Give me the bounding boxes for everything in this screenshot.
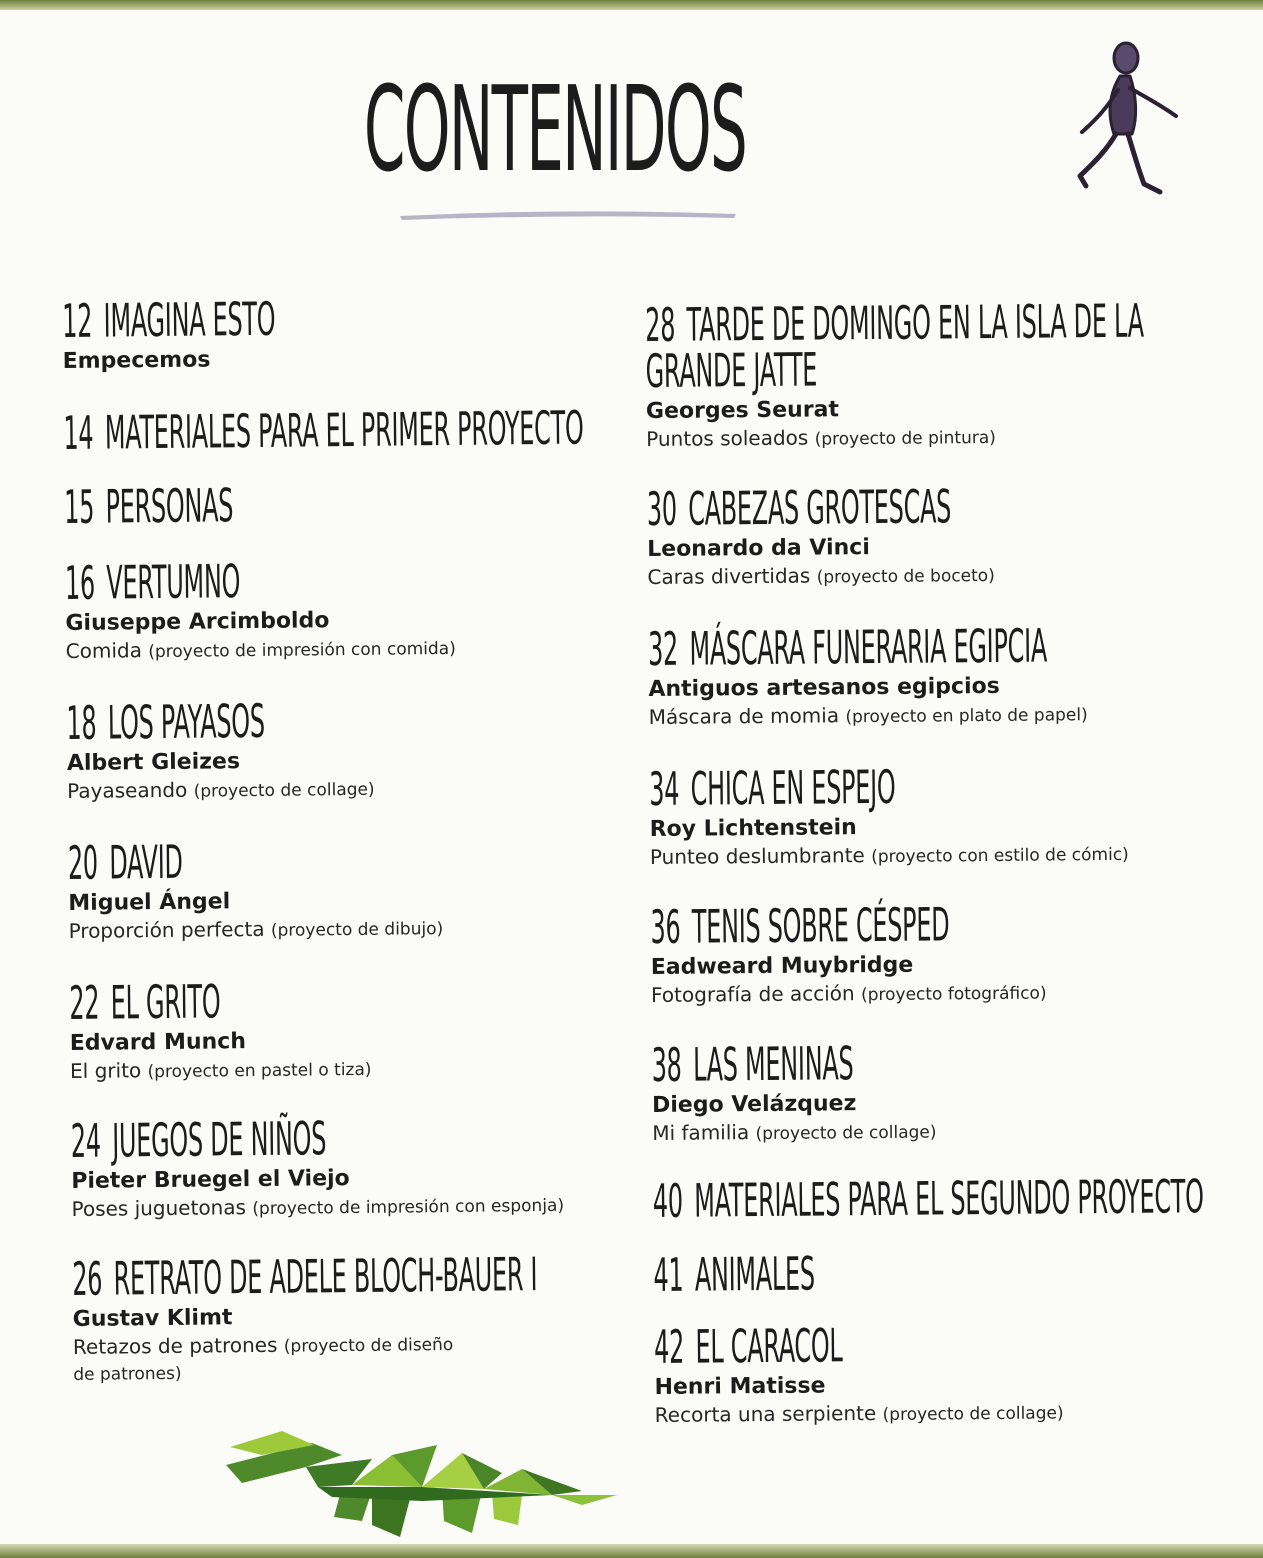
- entry-heading: 26 RETRATO DE ADELE BLOCH-BAUER I: [71, 1247, 538, 1306]
- title-underline: [398, 207, 738, 221]
- entry-heading: 32 MÁSCARA FUNERARIA EGIPCIA: [647, 618, 1048, 676]
- entry-artist: Miguel Ángel: [68, 889, 231, 916]
- toc-entry[interactable]: [648, 619, 1263, 732]
- toc-entry[interactable]: [66, 693, 448, 806]
- entry-artist: Georges Seurat: [645, 397, 840, 424]
- toc-entry[interactable]: [65, 556, 456, 666]
- toc-entry[interactable]: [649, 759, 1129, 872]
- entry-artist: Diego Velázquez: [651, 1091, 857, 1118]
- entry-project: Caras divertidas (proyecto de boceto): [647, 563, 995, 589]
- toc-entry[interactable]: [654, 1320, 1064, 1430]
- toc-entry[interactable]: [71, 1113, 565, 1224]
- page-title: CONTENIDOS: [363, 60, 747, 198]
- entry-project: El grito (proyecto en pastel o tiza): [69, 1058, 372, 1083]
- page-edge-top: [0, 0, 1263, 10]
- entry-heading: 16 VERTUMNO: [64, 554, 241, 610]
- crocodile-icon: [222, 1425, 622, 1545]
- entry-artist: Pieter Bruegel el Viejo: [71, 1166, 350, 1194]
- entry-heading: 24 JUEGOS DE NIÑOS: [70, 1111, 327, 1168]
- entry-heading: 20 DAVID: [67, 834, 183, 890]
- entry-project: Puntos soleados (proyecto de pintura): [646, 425, 996, 451]
- entry-heading: 18 LOS PAYASOS: [66, 693, 266, 750]
- entry-project: Poses juguetonas (proyecto de impresión con esponja): [71, 1195, 565, 1221]
- toc-entry[interactable]: [651, 1036, 1040, 1148]
- entry-project: Proporción perfecta (proyecto de dibujo): [68, 916, 444, 943]
- toc-entry[interactable]: [652, 1169, 1263, 1228]
- toc-entry[interactable]: [69, 974, 372, 1086]
- entry-heading: 22 EL GRITO: [69, 974, 221, 1030]
- entry-artist: Giuseppe Arcimboldo: [65, 608, 330, 636]
- entry-artist: Eadweard Muybridge: [650, 952, 914, 980]
- entry-heading: 38 LAS MENINAS: [651, 1036, 854, 1092]
- entry-project: Retazos de patrones (proyecto de diseño de patrones): [72, 1332, 454, 1385]
- toc-entry[interactable]: [650, 899, 1226, 1010]
- entry-project: Punteo deslumbrante (proyecto con estilo de cómic): [649, 843, 1129, 869]
- entry-artist: Roy Lichtenstein: [649, 815, 857, 842]
- entry-project: Payaseando (proyecto de collage): [67, 777, 375, 803]
- entry-artist: Leonardo da Vinci: [647, 535, 870, 562]
- walking-figure-icon: [1068, 36, 1188, 211]
- entry-heading: 28 TARDE DE DOMINGO EN LA ISLA DE LA GRANDE JATTE: [645, 293, 1144, 398]
- page-edge-bottom: [0, 1544, 1263, 1558]
- entry-project: Máscara de momia (proyecto en plato de papel): [648, 703, 1088, 729]
- entry-artist: Antiguos artesanos egipcios: [648, 673, 1000, 702]
- entry-artist: Gustav Klimt: [72, 1305, 233, 1332]
- toc-entry[interactable]: [63, 478, 389, 534]
- entry-project: Fotografía de acción (proyecto fotográfico): [650, 981, 1047, 1007]
- entry-artist: Edvard Munch: [69, 1029, 247, 1056]
- toc-entry[interactable]: [647, 481, 1233, 592]
- entry-project: Mi familia (proyecto de collage): [652, 1120, 937, 1145]
- entry-heading: 15 PERSONAS: [63, 478, 234, 534]
- entry-heading: 41 ANIMALES: [653, 1246, 815, 1302]
- entry-heading: 14 MATERIALES PARA EL PRIMER PROYECTO: [63, 400, 584, 460]
- toc-column-right: [645, 293, 1245, 1427]
- toc-entry[interactable]: [61, 291, 473, 376]
- toc-entry[interactable]: [653, 1246, 963, 1302]
- entry-artist: Henri Matisse: [654, 1373, 826, 1400]
- entry-heading: 12 IMAGINA ESTO: [61, 291, 276, 348]
- entry-heading: 30 CABEZAS GROTESCAS: [646, 479, 952, 536]
- entry-artist: Albert Gleizes: [66, 749, 241, 776]
- entry-heading: 40 MATERIALES PARA EL SEGUNDO PROYECTO: [652, 1169, 1204, 1228]
- entry-project: Comida (proyecto de impresión con comida): [65, 638, 456, 663]
- entry-project: Recorta una serpiente (proyecto de collage): [654, 1401, 1064, 1427]
- entry-heading: 42 EL CARACOL: [653, 1318, 843, 1374]
- entry-heading: 34 CHICA EN ESPEJO: [649, 759, 896, 816]
- toc-entry[interactable]: [68, 836, 444, 946]
- entry-heading: 36 TENIS SOBRE CÉSPED: [650, 897, 950, 954]
- toc-entry[interactable]: [645, 293, 1263, 454]
- entry-subtitle: Empecemos: [62, 347, 211, 374]
- toc-column-left: [61, 291, 622, 1385]
